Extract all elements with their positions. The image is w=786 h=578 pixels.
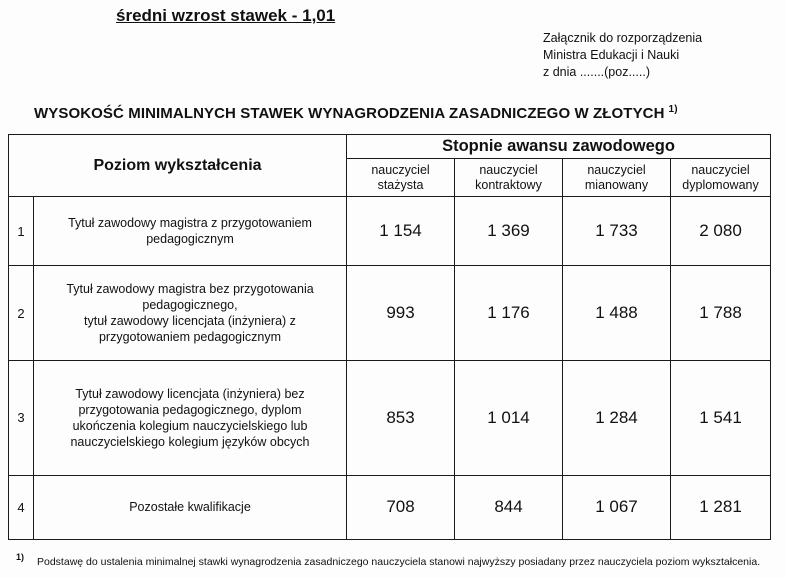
rate-contract: 1 369 [455, 197, 563, 266]
education-level-line: pedagogicznym [146, 232, 234, 247]
salary-rates-table [8, 134, 771, 540]
education-level-cell [34, 265, 347, 361]
stage-header-trainee [347, 158, 455, 196]
footnote-mark: 1) [16, 552, 25, 562]
rate-certified: 1 281 [671, 475, 771, 539]
rate-trainee: 1 154 [347, 197, 455, 266]
rate-appointed: 1 067 [563, 475, 671, 539]
education-level-line: pedagogicznego, [142, 298, 238, 313]
education-level-cell [34, 361, 347, 475]
rate-certified: 2 080 [671, 197, 771, 266]
document-title [34, 104, 678, 122]
rate-appointed: 1 488 [563, 265, 671, 361]
stage-header-certified [671, 158, 771, 196]
rate-trainee: 993 [347, 265, 455, 361]
row-number: 4 [9, 475, 34, 539]
table-header-row [9, 135, 771, 159]
title-footnote-mark: 1) [668, 104, 678, 115]
attachment-line: z dnia .......(poz.....) [543, 65, 650, 79]
stage-header-line: dyplomowany [682, 177, 759, 192]
attachment-note [543, 30, 702, 81]
table-row [9, 197, 771, 266]
education-level-line: tytuł zawodowy licencjata (inżyniera) z [84, 314, 296, 329]
rate-contract: 844 [455, 475, 563, 539]
stage-header-line: mianowany [584, 177, 649, 192]
average-raise-heading: średni wzrost stawek - 1,01 [116, 6, 336, 25]
stage-header-appointed [563, 158, 671, 196]
education-level-cell [34, 197, 347, 266]
table-row [9, 361, 771, 475]
row-number: 2 [9, 265, 34, 361]
education-level-line: Tytuł zawodowy magistra bez przygotowania [66, 282, 314, 297]
education-level-cell [34, 475, 347, 539]
rate-contract: 1 176 [455, 265, 563, 361]
education-level-line: Tytuł zawodowy magistra z przygotowaniem [68, 216, 312, 231]
promotion-stages-header: Stopnie awansu zawodowego [347, 135, 771, 159]
education-level-line: nauczycielskiego kolegium języków obcych [70, 434, 310, 449]
education-level-line: Tytuł zawodowy licencjata (inżyniera) bez [75, 386, 305, 401]
rate-appointed: 1 733 [563, 197, 671, 266]
rate-trainee: 708 [347, 475, 455, 539]
table-row [9, 475, 771, 539]
stage-header-line: kontraktowy [475, 177, 542, 192]
row-number: 1 [9, 197, 34, 266]
attachment-line: Załącznik do rozporządzenia [543, 31, 703, 45]
rate-certified: 1 788 [671, 265, 771, 361]
education-level-header: Poziom wykształcenia [9, 135, 347, 197]
rate-contract: 1 014 [455, 361, 563, 475]
document-title-text: WYSOKOŚĆ MINIMALNYCH STAWEK WYNAGRODZENIA ZASADNICZEGO W ZŁOTYCH [34, 105, 665, 122]
education-level-line: ukończenia kolegium nauczycielskiego lub [72, 418, 308, 433]
stage-header-line: stażysta [377, 177, 424, 192]
row-number: 3 [9, 361, 34, 475]
stage-header-line: nauczyciel [371, 162, 430, 177]
rate-certified: 1 541 [671, 361, 771, 475]
table-row [9, 265, 771, 361]
stage-header-line: nauczyciel [587, 162, 646, 177]
stage-header-line: nauczyciel [479, 162, 538, 177]
education-level-line: Pozostałe kwalifikacje [129, 500, 251, 515]
education-level-line: przygotowania pedagogicznego, dyplom [78, 402, 302, 417]
stage-header-contract [455, 158, 563, 196]
stage-header-line: nauczyciel [691, 162, 750, 177]
rate-trainee: 853 [347, 361, 455, 475]
education-level-line: przygotowaniem pedagogicznym [98, 330, 282, 345]
footnote-text: Podstawę do ustalenia minimalnej stawki wynagrodzenia zasadniczego nauczyciela stanowi najwyższy posiadany przez nauczyciela poziom wykształcenia. [37, 556, 761, 568]
attachment-line: Ministra Edukacji i Nauki [543, 48, 680, 62]
rate-appointed: 1 284 [563, 361, 671, 475]
